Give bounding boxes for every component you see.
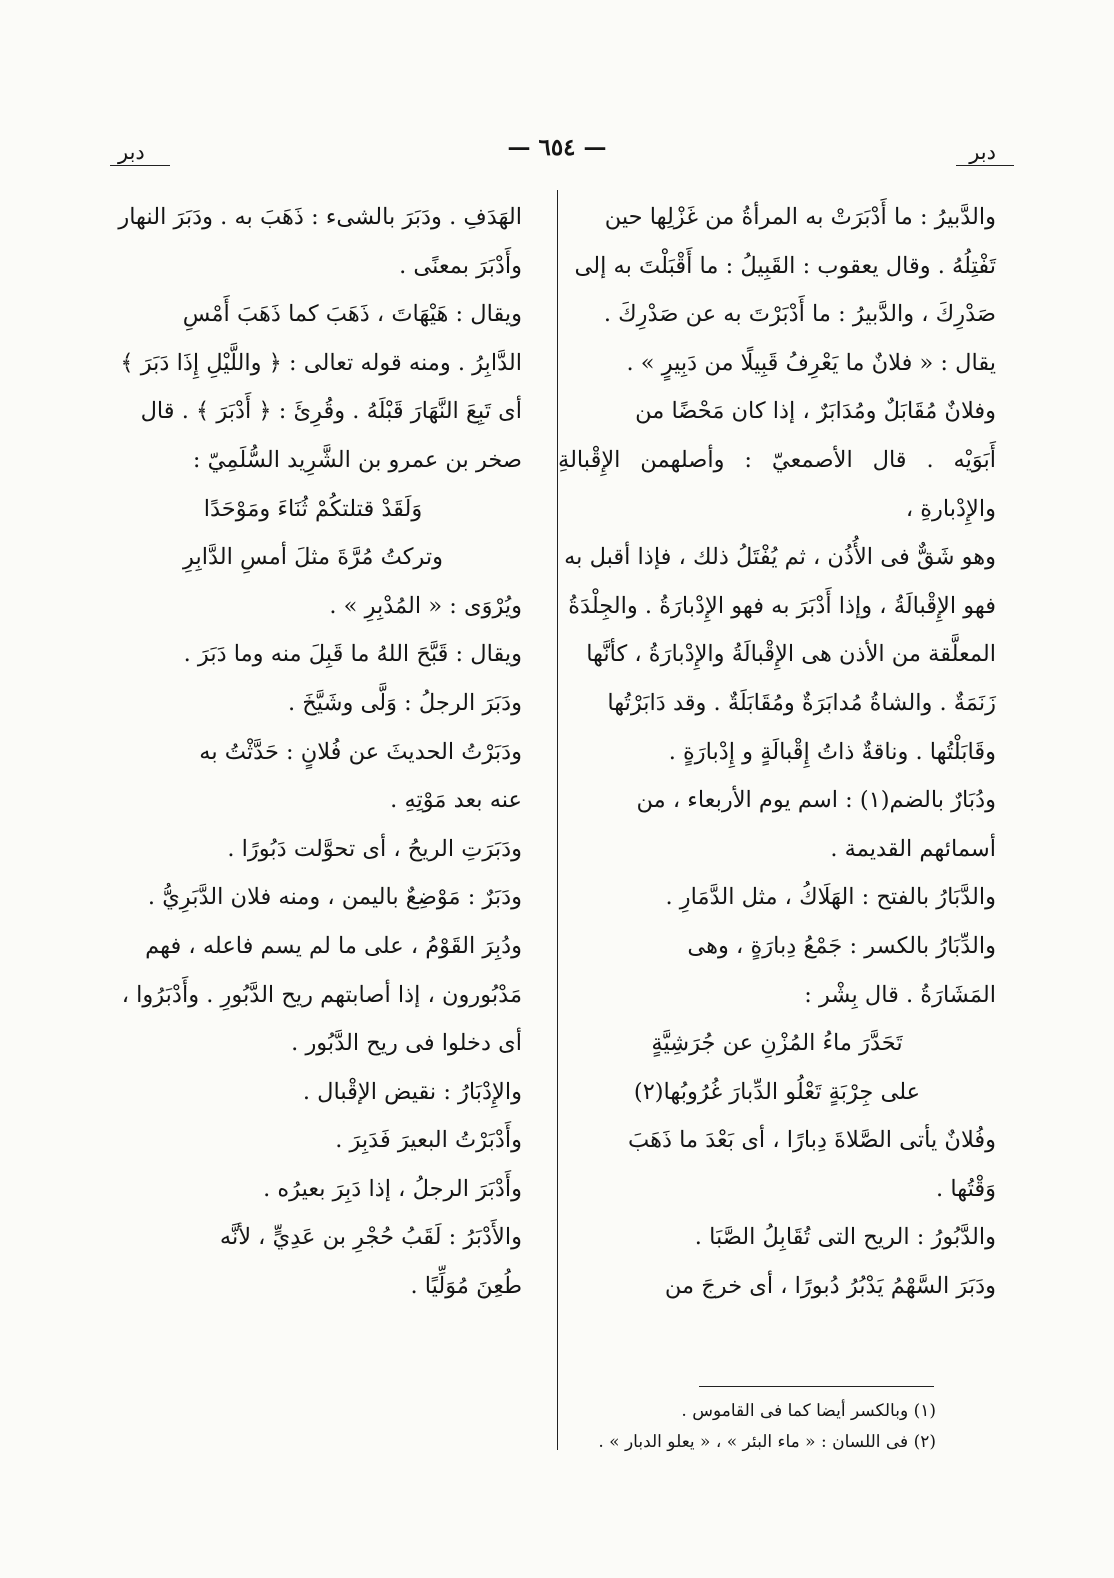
text-line: والإِدْبَارُ : نقيض الإقْبال . — [302, 1078, 522, 1105]
header-root-word-left: دبر — [118, 140, 145, 164]
text-line: صَدْرِكَ ، والدَّبيرُ : ما أَدْبَرْتَ به عن صَدْرِكَ . — [603, 301, 996, 328]
footnotes — [516, 1396, 936, 1458]
text-line: ودَبَرَ السَّهْمُ يَدْبُرُ دُبورًا ، أى خرجَ من — [664, 1273, 996, 1300]
text-line: والأَدْبَرُ : لَقَبُ حُجْرِ بن عَدِيٍّ ، لأنَّه — [219, 1224, 522, 1251]
footnote-rule — [699, 1386, 934, 1387]
text-line: وأَدْبَرَ الرجلُ ، إذا دَبِرَ بعيرُه . — [263, 1175, 522, 1202]
text-line: ويقال : قَبَّحَ اللهُ ما قَبِلَ منه وما دَبَرَ . — [183, 641, 522, 668]
text-line: وفلانٌ مُقَابَلٌ ومُدَابَرٌ ، إذا كان مَحْضًا من — [635, 398, 996, 425]
text-line: الدَّابِرُ . ومنه قوله تعالى : ﴿ واللَّيْلِ إِذَا دَبَرَ ﴾ — [120, 349, 522, 376]
text-column-right — [558, 193, 996, 1311]
text-line: وفُلانٌ يأتى الصَّلاةَ دِبارًا ، أى بَعْدَ ما ذَهَبَ — [628, 1127, 996, 1154]
text-line: ودَبَرَتِ الريحُ ، أى تحوَّلت دَبُورًا . — [227, 835, 522, 862]
text-line: والدَّبيرُ : ما أَدْبَرَتْ به المرأةُ من غَزْلِها حين — [604, 204, 996, 230]
text-line: فهو الإِقْبالَةُ ، وإذا أَدْبَرَ به فهو الإِدْبارَةُ . والجِلْدَةُ — [568, 592, 996, 619]
text-line: يقال : « فلانٌ ما يَعْرِفُ قَبِيلًا من دَبِيرٍ » . — [626, 349, 996, 376]
header-rule-left — [110, 165, 170, 166]
header-root-word-right: دبر — [969, 140, 996, 164]
text-line: ودَبَرْتُ الحديثَ عن فُلانٍ : حَدَّثْتُ به — [199, 738, 522, 765]
text-line: أسمائهم القديمة . — [830, 835, 996, 862]
text-line: ودَبَرَ الرجلُ : وَلَّى وشَيَّخَ . — [287, 689, 522, 716]
verse-line: على جِرْبَةٍ تَعْلُو الدِّبارَ غُرُوبُها(٢) — [633, 1078, 921, 1105]
text-line: زَنَمَةٌ . والشاةُ مُدابَرَةٌ ومُقَابَلَةٌ . وقد دَابَرْتُها — [607, 689, 996, 716]
text-line: تَفْتِلُهُ . وقال يعقوب : القَبِيلُ : ما أَقْبَلْتَ به إلى — [574, 252, 996, 279]
text-line: ويقال : هَيْهَاتَ ، ذَهَبَ كما ذَهَبَ أَمْسِ — [182, 301, 522, 328]
text-line: المَشَارَةُ . قال بِشْر : — [804, 981, 996, 1008]
text-line: وقَابَلْتُها . وناقةٌ ذاتُ إِقْبالَةٍ و إِدْبارَةٍ . — [668, 738, 996, 765]
text-line: وأَدْبَرْتُ البعيرَ فَدَبِرَ . — [335, 1127, 522, 1154]
page-number: — ٦٥٤ — — [507, 134, 607, 161]
text-line: طُعِنَ مُوَلِّيًا . — [410, 1273, 522, 1300]
column-divider — [557, 190, 558, 1450]
header-rule-right — [956, 165, 1014, 166]
text-line: ودَبَرٌ : مَوْضِعٌ باليمن ، ومنه فلان الدَّبَرِيُّ . — [147, 884, 522, 911]
text-line: أى دخلوا فى ريح الدَّبُور . — [291, 1030, 522, 1057]
verse-line: وتركتُ مُرَّةَ مثلَ أمسِ الدَّابِرِ — [183, 544, 443, 571]
text-column-left — [104, 193, 522, 1311]
footnote: (١) وبالكسر أيضا كما فى القاموس . — [681, 1401, 936, 1421]
footnote: (٢) فى اللسان : « ماء البئر » ، « يعلو الدبار » . — [598, 1432, 936, 1452]
text-line: أى تَبِعَ النَّهَارَ قَبْلَهُ . وقُرِئَ : ﴿ أَدْبَرَ ﴾ . قال — [140, 398, 522, 425]
text-line: مَدْبُورون ، إذا أصابتهم ريح الدَّبُورِ . وأَدْبَرُوا ، — [121, 981, 522, 1008]
text-line: أَبَوَيْه . قال الأصمعيّ : وأصلهمن الإِقْبالةِ والإِدْبارةِ ، — [558, 446, 996, 522]
text-line: ودُبَارٌ بالضم(١) : اسم يوم الأربعاء ، من — [636, 787, 996, 814]
text-line: وَقْتُها . — [936, 1175, 996, 1202]
text-line: ودُبِرَ القَوْمُ ، على ما لم يسم فاعله ، فهم — [145, 932, 522, 959]
verse-line: وَلَقَدْ قتلتكُمْ ثُنَاءَ ومَوْحَدًا — [203, 495, 423, 522]
text-line: الهَدَفِ . ودَبَرَ بالشىء : ذَهَبَ به . ودَبَرَ النهار — [118, 204, 522, 230]
text-line: عنه بعد مَوْتِهِ . — [390, 787, 522, 814]
verse-line: تَحَدَّرَ ماءُ المُزْنِ عن جُرَشِيَّةٍ — [651, 1030, 903, 1057]
text-line: والدِّبَارُ بالكسر : جَمْعُ دِبارَةٍ ، وهى — [687, 932, 996, 959]
text-line: المعلَّقة من الأذن هى الإِقْبالَةُ والإِدْبارَةُ ، كأنَّها — [586, 641, 996, 668]
text-line: والدَّبَارُ بالفتح : الهَلَاكُ ، مثل الدَّمَارِ . — [665, 884, 996, 911]
text-line: والدَّبُورُ : الريح التى تُقَابِلُ الصَّبَا . — [694, 1224, 996, 1251]
text-line: صخر بن عمرو بن الشَّرِيد السُّلَمِيّ : — [192, 446, 522, 473]
text-line: وأَدْبَرَ بمعنًى . — [399, 252, 522, 279]
text-line: ويُرْوَى : « المُدْبِرِ » . — [329, 592, 522, 619]
text-line: وهو شَقٌّ فى الأُذُن ، ثم يُفْتَلُ ذلك ، فإذا أقبل به — [564, 544, 996, 571]
